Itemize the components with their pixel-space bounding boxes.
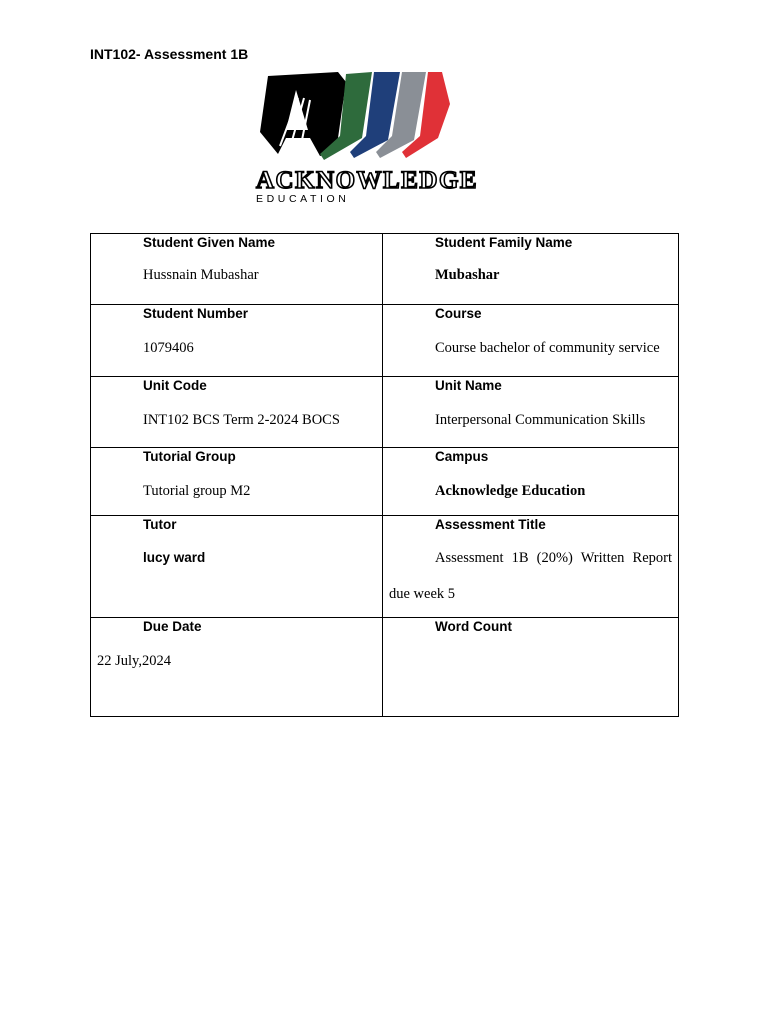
course-label: Course [435,306,482,321]
assessment-title-label: Assessment Title [435,517,546,532]
given-name-cell [91,234,383,305]
word-count-cell [383,618,679,717]
table-row [91,448,679,516]
table-row [91,305,679,377]
unit-code-label: Unit Code [143,378,207,393]
given-name-value: Hussnain Mubashar [143,267,259,283]
assessment-title-line2: due week 5 [389,586,456,602]
table-row [91,618,679,717]
due-date-cell [91,618,383,717]
family-name-value: Mubashar [435,267,500,283]
unit-code-value: INT102 BCS Term 2-2024 BOCS [143,412,340,428]
due-date-value: 22 July,2024 [97,653,171,669]
acknowledge-education-logo [250,68,546,208]
table-row [91,234,679,305]
assessment-title-line1: Assessment 1B (20%) Written Report [435,550,672,566]
course-value: Course bachelor of community service [435,340,660,356]
logo-tagline: EDUCATION [256,193,350,205]
cover-sheet-table [90,233,679,717]
campus-label: Campus [435,449,489,464]
assessment-title-cell [383,516,679,618]
given-name-label: Student Given Name [143,235,276,250]
tutor-cell [91,516,383,618]
student-number-value: 1079406 [143,340,194,356]
campus-value: Acknowledge Education [435,483,586,499]
student-number-cell [91,305,383,377]
unit-name-value: Interpersonal Communication Skills [435,412,646,428]
student-number-label: Student Number [143,306,249,321]
document-title: INT102- Assessment 1B [90,46,249,62]
family-name-cell [383,234,679,305]
tutorial-group-cell [91,448,383,516]
word-count-label: Word Count [435,619,512,634]
unit-name-cell [383,377,679,448]
table-row [91,516,679,618]
tutorial-group-label: Tutorial Group [143,449,236,464]
tutor-value: lucy ward [143,550,206,565]
unit-code-cell [91,377,383,448]
tutor-label: Tutor [143,517,177,532]
course-cell [383,305,679,377]
due-date-label: Due Date [143,619,202,634]
unit-name-label: Unit Name [435,378,502,393]
logo-wordmark: ACKNOWLEDGE [256,167,479,194]
table-row [91,377,679,448]
tutorial-group-value: Tutorial group M2 [143,483,251,499]
campus-cell [383,448,679,516]
family-name-label: Student Family Name [435,235,573,250]
